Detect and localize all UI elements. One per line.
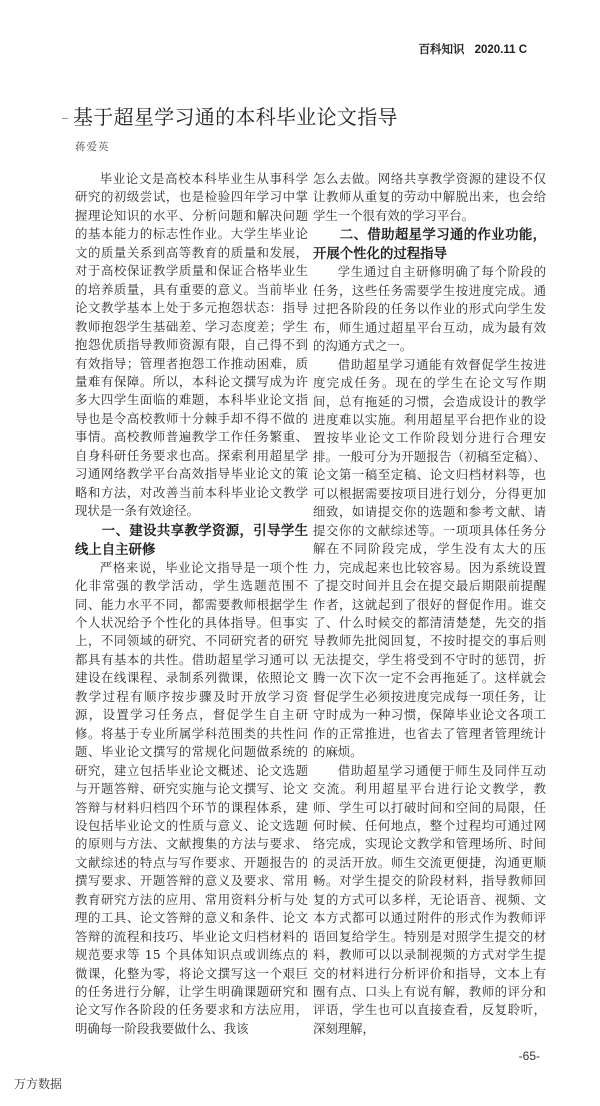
margin-mark: [62, 118, 68, 119]
article-title: 基于超星学习通的本科毕业论文指导: [73, 105, 398, 129]
footer-watermark: 万方数据: [14, 1077, 63, 1092]
running-header: [419, 43, 527, 57]
article-body: [75, 170, 600, 1038]
section-heading: 二、借助超星学习通的作业功能，开展个性化的过程指导: [313, 227, 546, 262]
left-column: [75, 170, 308, 1038]
paragraph: 学生通过自主研修明确了每个阶段的任务，这些任务需要学生按进度完成。通过把各阶段的任务以作业的形式向学生发布，师生通过超星平台互动，成为最有效的沟通方式之一。: [313, 264, 546, 354]
right-column: [313, 170, 546, 1038]
issue-number: 2020.11 C: [474, 44, 527, 56]
paragraph: 毕业论文是高校本科毕业生从事科学研究的初级尝试，也是检验四年学习中掌握理论知识的水平、分析问题和解决问题的基本能力的标志性作业。大学生毕业论文的质量关系到高等教育的质量和发展，对于高校保证教学质量和保证合格毕业生的培养质量，具有重要的意义。当前毕业论文教学基本上处于多元抱怨状态：指导教师抱怨学生基础差、学习态度差；学生抱怨优质指导教师资源有限，自己得不到有效指导；管理者抱怨工作推动困难，质量难有保障。所以，本科论文撰写成为许多大四学生面临的难题，本科毕业论文指导也是令高校教师十分棘手却不得不做的事情。高校教师普遍教学工作任务繁重、自身科研任务要求也高。探索利用超星学习通网络教学平台高效指导毕业论文的策略和方法，对改善当前本科毕业论文教学现状是一条有效途径。: [75, 171, 308, 519]
page-bottom: [0, 1038, 600, 1092]
paragraph-continued: 怎么去做。网络共享教学资源的建设不仅让教师从重复的劳动中解脱出来，也会给学生一个很有效的学习平台。: [313, 171, 546, 223]
paragraph: 借助超星学习通便于师生及同伴互动交流。利用超星平台进行论文教学，教师、学生可以打破时间和空间的局限，任何时候、任何地点，整个过程均可通过网络完成，实现论文教学和管理场所、时间的灵活开放。师生交流更便捷，沟通更顺畅。对学生提交的阶段材料，指导教师回复的方式可以多样，无论语音、视频、文本方式都可以通过附件的形式作为教师评语回复给学生。特别是对照学生提交的材料，教师可以以录制视频的方式对学生提交的材料进行分析评价和指导，文本上有圈有点、口头上有说有解，教师的评分和评语，学生也可以直接查看，反复聆听，深刻理解，: [313, 762, 546, 1036]
title-block: [73, 104, 600, 130]
page-number: -65-: [518, 1049, 540, 1064]
paragraph: 借助超星学习通能有效督促学生按进度完成任务。现在的学生在论文写作期间，总有拖延的习惯，会造成设计的教学进度难以实施。利用超星平台把作业的设置按毕业论文工作阶段划分进行合理安排。一般可分为开题报告（初稿至定稿）、论文第一稿至定稿、论文归档材料等，也可以根据需要按项目进行划分，分得更加细致，如请提交你的选题和参考文献、请提交你的文献综述等。一项项具体任务分解在不同阶段完成，学生没有太大的压力，完成起来也比较容易。因为系统设置了提交时间并且会在提交最后期限前提醒作者，这就起到了很好的督促作用。谁交了、什么时候交的都清清楚楚，先交的指导教师先批阅回复，不按时提交的事后则无法提交，学生将受到不守时的惩罚，折腾一次下次一定不会再拖延了。这样就会督促学生必须按进度完成每一项任务，让守时成为一种习惯，保障毕业论文各项工作的正常推进，也省去了管理者管理统计的麻烦。: [313, 356, 546, 760]
author-name: 蒋爱英: [75, 141, 110, 153]
section-heading: 一、建设共享教学资源，引导学生线上自主研修: [75, 522, 308, 557]
journal-name: 百科知识: [418, 44, 465, 56]
paragraph: 严格来说，毕业论文指导是一项个性化非常强的教学活动，学生选题范围不同、能力水平不同，都需要教师根据学生个人状况给予个性化的具体指导。但事实上，不同领域的研究、不同研究者的研究都具有基本的共性。借助超星学习通可以建设在线课程、录制系列微课，依照论文教学过程有顺序按步骤及时开放学习资源，设置学习任务点，督促学生自主研修。将基于专业所属学科范围类的共性问题、毕业论文撰写的常规化问题做系统的研究，建立包括毕业论文概述、论文选题与开题答辩、研究实施与论文撰写、论文答辩与材料归档四个环节的课程体系，建设包括毕业论文的性质与意义、论文选题的原则与方法、文献搜集的方法与要求、文献综述的特点与写作要求、开题报告的撰写要求、开题答辩的意义及要求、常用教育研究方法的应用、常用资料分析与处理的工具、论文答辩的意义和条件、论文答辩的流程和技巧、毕业论文归档材料的规范要求等 15 个具体知识点或训练点的微课，化整为零，将论文撰写这一个艰巨的任务进行分解，让学生明确课题研究和论文写作各阶段的任务要求和方法应用，明确每一阶段我要做什么、我该: [75, 559, 308, 1036]
